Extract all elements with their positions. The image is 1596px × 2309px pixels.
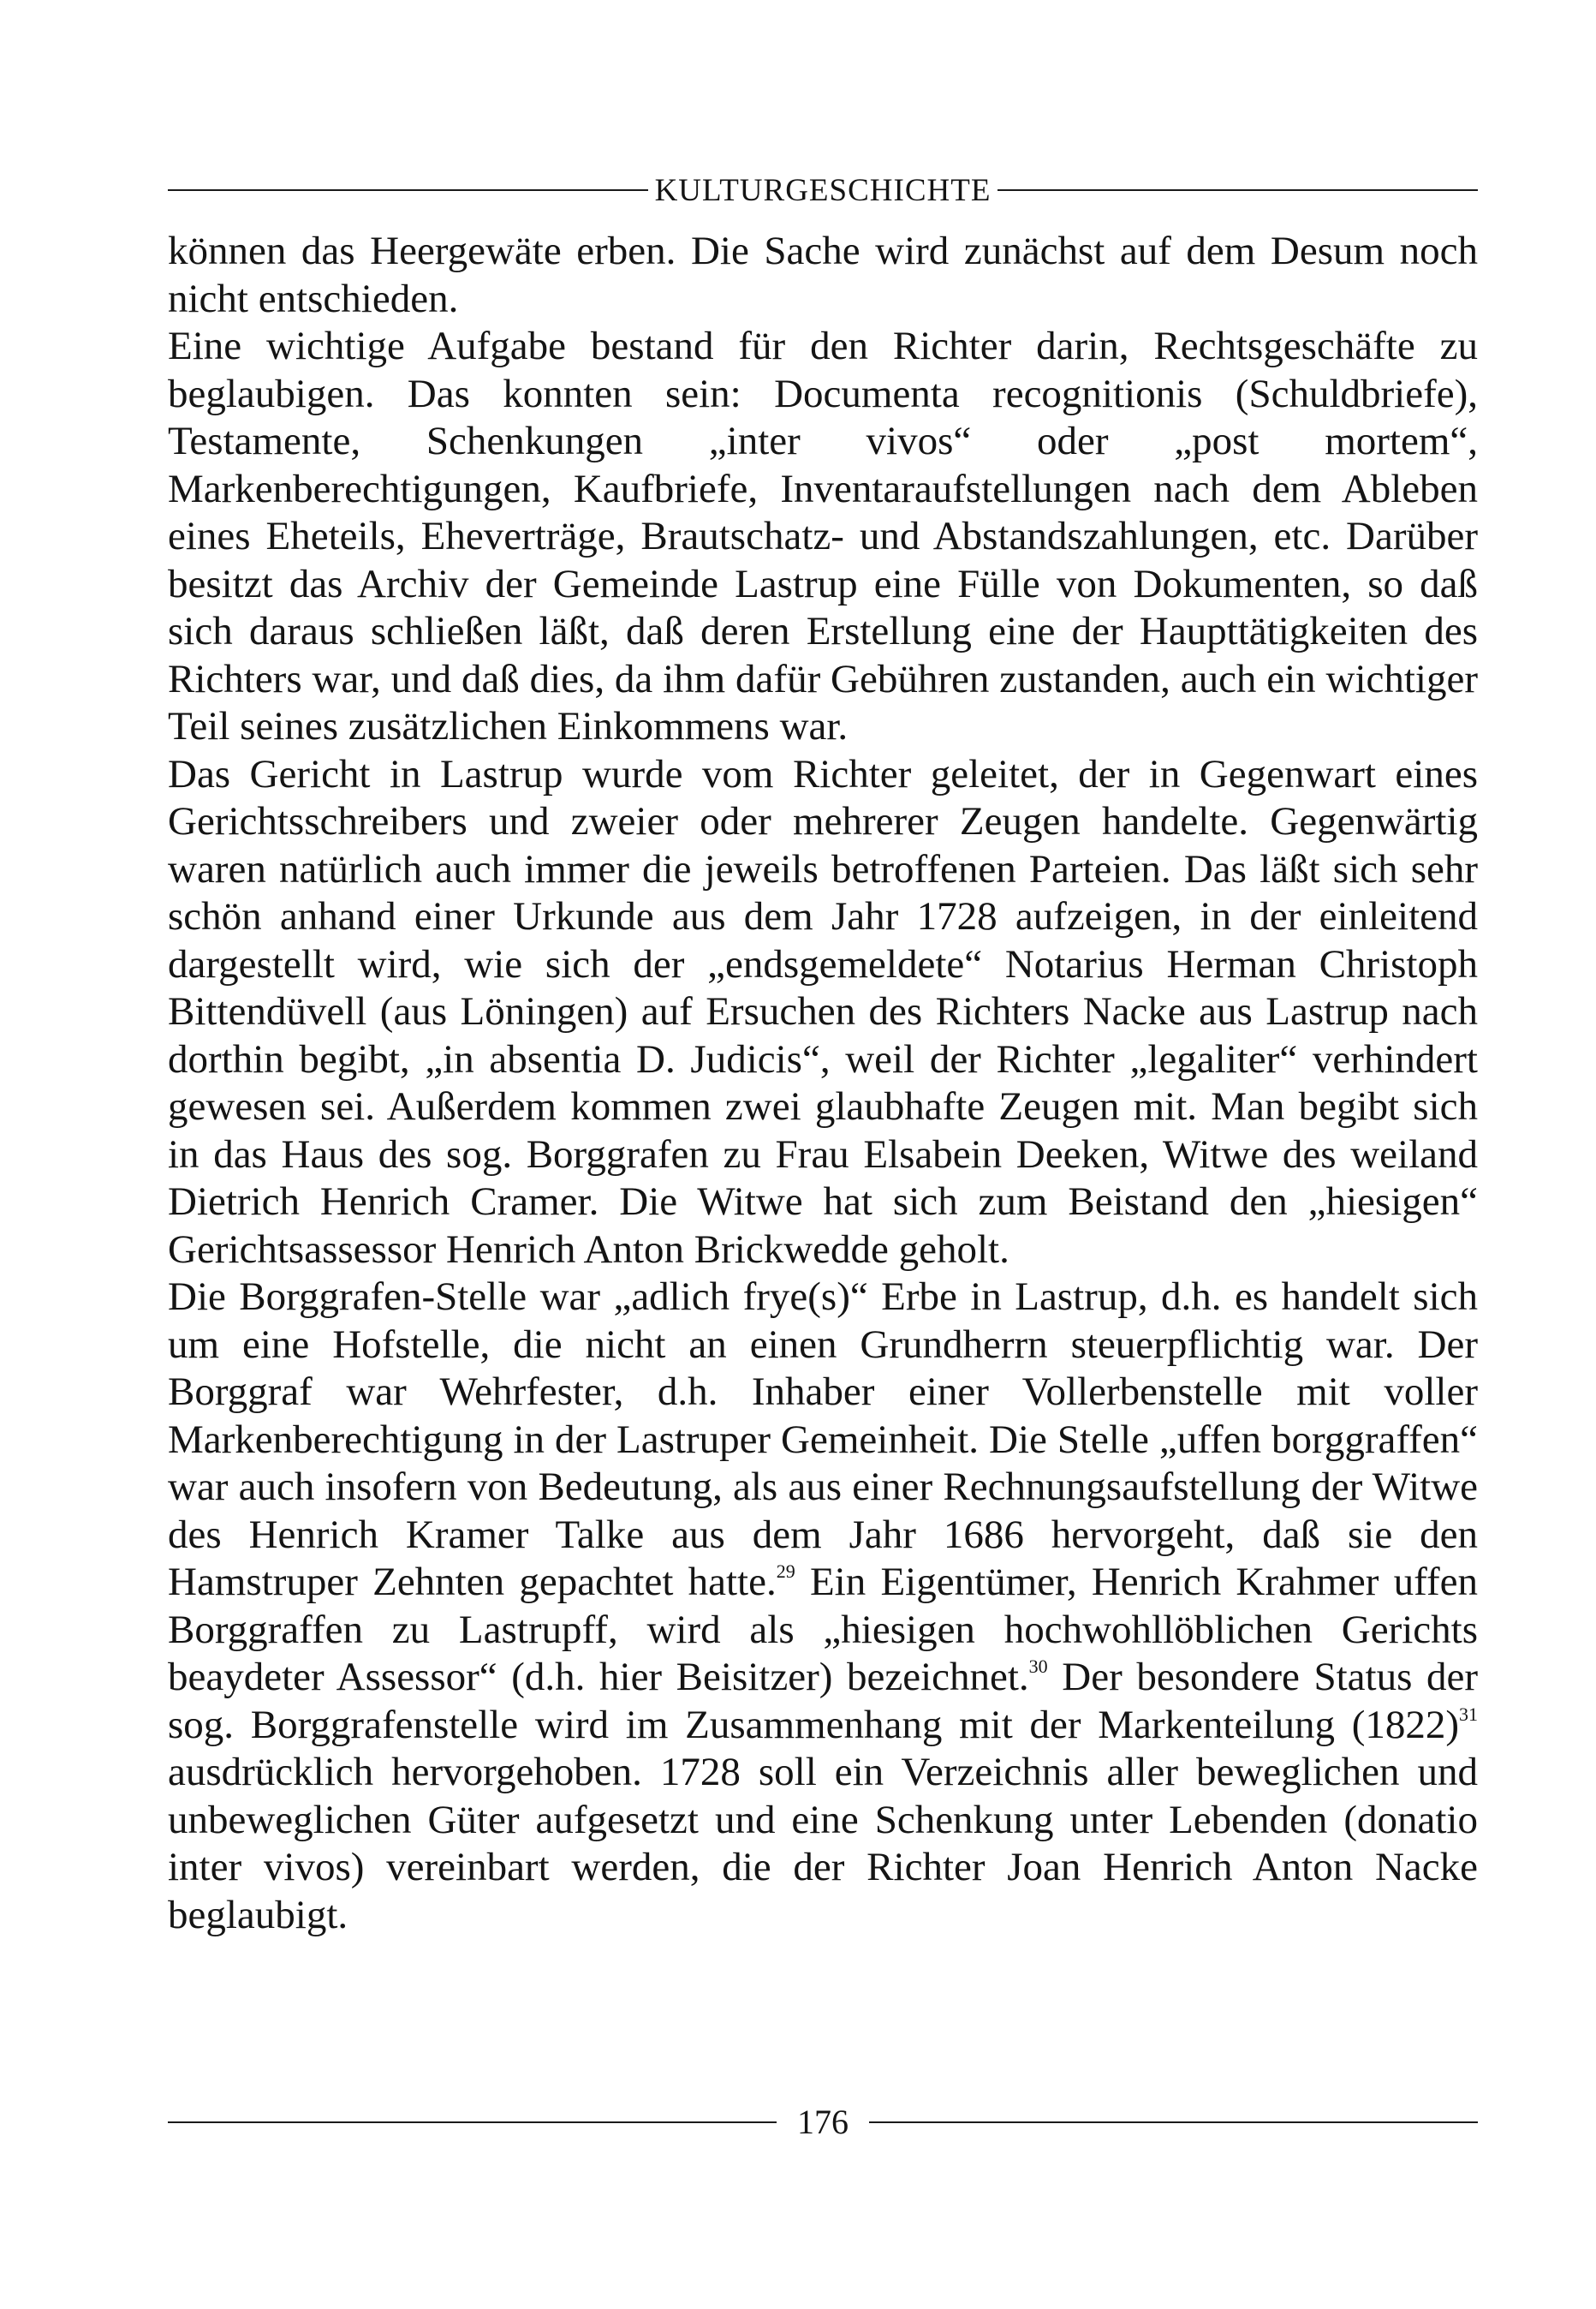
paragraph-text: Die Borggrafen-Stelle war „adlich frye(s)“ Erbe in Lastrup, d.h. es handelt sich um eine Hofstelle, die nicht an einen Grundherrn steuerpflichtig war. Der Borggraf war Wehrfester, d.h. Inhaber einer Vollerbenstelle mit voller Markenberechtigung in der Lastruper Gemeinheit. Die Stelle „uffen borggraffen“ war auch insofern von Bedeutung, als aus einer Rechnungsaufstellung der Witwe des Henrich Kramer Talke aus dem Jahr 1686 hervorgeht, daß sie den Hamstruper Zehnten gepachtet hatte. [168,1274,1478,1604]
paragraph-text: ausdrücklich hervorgehoben. 1728 soll ein Verzeichnis aller beweglichen und unbeweglichen Güter aufgesetzt und eine Schenkung unter Lebenden (donatio inter vivos) vereinbart werden, die der Richter Joan Henrich Anton Nacke beglaubigt. [168,1750,1478,1937]
footer-rule-right [869,2121,1478,2123]
paragraph-4 [168,1274,1478,1939]
page-number: 176 [797,2103,849,2141]
page-footer [168,2098,1478,2146]
header-rule-right [998,189,1478,191]
paragraph-1 [168,228,1478,323]
footer-rule-left [168,2121,777,2123]
paragraph-2 [168,323,1478,751]
header-title: KULTURGESCHICHTE [654,172,992,208]
footnote-ref-31[interactable]: 31 [1459,1703,1478,1725]
footnote-ref-30[interactable]: 30 [1028,1656,1048,1677]
paragraph-text: Eine wichtige Aufgabe bestand für den Richter darin, Rechtsgeschäfte zu beglaubigen. Das konnten sein: Documenta recognitionis (Schuldbriefe), Testamente, Schenkungen „inter vivos“ oder „post mortem“, Markenberechtigungen, Kaufbriefe, Inventaraufstellungen nach dem Ableben eines Eheteils, Eheverträge, Brautschatz- und Abstandszahlungen, etc. Darüber besitzt das Archiv der Gemeinde Lastrup eine Fülle von Dokumenten, so daß sich daraus schließen läßt, daß deren Erstellung eine der Haupttätigkeiten des Richters war, und daß dies, da ihm dafür Gebühren zustanden, auch ein wichtiger Teil seines zusätzlichen Einkommens war. [168,324,1478,749]
running-header [168,168,1478,212]
paragraph-text: Das Gericht in Lastrup wurde vom Richter geleitet, der in Gegenwart eines Gerichtsschreibers und zweier oder mehrerer Zeugen handelte. Gegenwärtig waren natürlich auch immer die jeweils betroffenen Parteien. Das läßt sich sehr schön anhand einer Urkunde aus dem Jahr 1728 aufzeigen, in der einleitend dargestellt wird, wie sich der „endsgemeldete“ Notarius Herman Christoph Bittendüvell (aus Löningen) auf Ersuchen des Richters Nacke aus Lastrup nach dorthin begibt, „in absentia D. Judicis“, weil der Richter „legaliter“ verhindert gewesen sei. Außerdem kommen zwei glaubhafte Zeugen mit. Man begibt sich in das Haus des sog. Borggrafen zu Frau Elsabein Deeken, Witwe des weiland Dietrich Henrich Cramer. Die Witwe hat sich zum Beistand den „hiesigen“ Gerichtsassessor Henrich Anton Brickwedde geholt. [168,751,1478,1272]
body-text [168,228,1478,1939]
footnote-ref-29[interactable]: 29 [776,1560,795,1582]
paragraph-text: Ein Eigentümer, Henrich Krahmer uffen Borggraffen zu Lastrupff, wird als „hiesigen hochwohllöblichen Gerichts beaydeter Assessor“ (d.h. hier Beisitzer) bezeichnet. [168,1560,1478,1699]
header-rule-left [168,189,648,191]
paragraph-3 [168,751,1478,1274]
paragraph-text: können das Heergewäte erben. Die Sache wird zunächst auf dem Desum noch nicht entschieden. [168,229,1478,321]
paragraph-text: Der besondere Status der sog. Borggrafenstelle wird im Zusammenhang mit der Markenteilung (1822) [168,1655,1478,1747]
